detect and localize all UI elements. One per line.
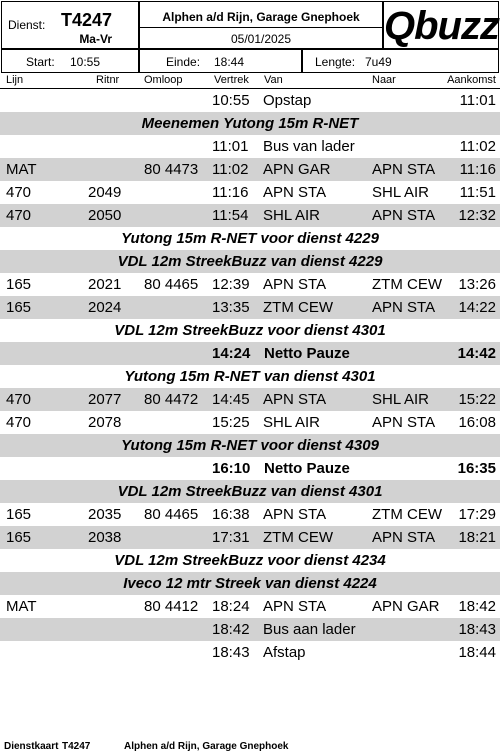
- cell-aankomst: 11:02: [459, 138, 496, 155]
- section-title: [0, 480, 500, 503]
- trip-row: [0, 641, 500, 664]
- cell-naar: SHL AIR: [372, 184, 429, 201]
- cell-lijn: 470: [6, 414, 32, 431]
- cell-ritnr: 2038: [88, 529, 122, 546]
- start-label: Start:: [26, 55, 55, 69]
- cell-vertrek: 15:25: [212, 414, 250, 431]
- section-title-text: Yutong 15m R-NET van dienst 4301: [124, 368, 376, 385]
- cell-van: Afstap: [263, 644, 306, 661]
- cell-vertrek: 10:55: [212, 92, 250, 109]
- cell-lijn: 470: [6, 207, 32, 224]
- cell-aankomst: 18:42: [458, 598, 496, 615]
- col-aankomst: Aankomst: [447, 74, 496, 86]
- cell-ritnr: 2078: [88, 414, 122, 431]
- cell-omloop: 80 4412: [144, 598, 199, 615]
- section-title-text: Iveco 12 mtr Streek van dienst 4224: [123, 575, 377, 592]
- cell-ritnr: 2024: [88, 299, 122, 316]
- trip-row: [0, 89, 500, 112]
- cell-ritnr: 2050: [88, 207, 122, 224]
- section-title: [0, 319, 500, 342]
- trip-row: [0, 273, 500, 296]
- cell-aankomst: 18:43: [458, 621, 496, 638]
- trip-row: [0, 526, 500, 549]
- cell-vertrek: 18:42: [212, 621, 250, 638]
- cell-naar: APN STA: [372, 207, 436, 224]
- footer-label: Dienstkaart: [4, 741, 59, 752]
- trip-row: [0, 388, 500, 411]
- header: [1, 1, 499, 73]
- col-ritnr: Ritnr: [96, 74, 120, 86]
- einde-box: [139, 49, 302, 73]
- cell-aankomst: 11:01: [459, 92, 496, 109]
- column-headers: [0, 73, 500, 89]
- start-box: [1, 49, 139, 73]
- cell-van: APN STA: [263, 391, 327, 408]
- cell-omloop: 80 4473: [144, 161, 199, 178]
- location-name: Alphen a/d Rijn, Garage Gnephoek: [162, 10, 360, 24]
- section-title-text: VDL 12m StreekBuzz van dienst 4229: [117, 253, 383, 270]
- cell-aankomst: 11:51: [459, 184, 496, 201]
- col-omloop: Omloop: [144, 74, 183, 86]
- cell-ritnr: 2035: [88, 506, 122, 523]
- pauze-start: 14:24: [212, 345, 251, 362]
- pauze-start: 16:10: [212, 460, 251, 477]
- cell-van: APN STA: [263, 276, 327, 293]
- trip-row: [0, 595, 500, 618]
- section-title-text: VDL 12m StreekBuzz van dienst 4301: [117, 483, 383, 500]
- cell-aankomst: 13:26: [458, 276, 496, 293]
- cell-naar: APN STA: [372, 529, 436, 546]
- cell-naar: APN GAR: [372, 598, 440, 615]
- cell-van: ZTM CEW: [263, 299, 333, 316]
- cell-aankomst: 12:32: [458, 207, 496, 224]
- col-lijn: Lijn: [6, 74, 24, 86]
- cell-aankomst: 18:21: [458, 529, 496, 546]
- col-naar: Naar: [372, 74, 396, 86]
- cell-lijn: 470: [6, 184, 32, 201]
- section-title: [0, 549, 500, 572]
- cell-naar: APN STA: [372, 161, 436, 178]
- cell-omloop: 80 4465: [144, 506, 199, 523]
- cell-van: APN GAR: [263, 161, 331, 178]
- cell-van: SHL AIR: [263, 207, 320, 224]
- footer: [0, 740, 500, 754]
- cell-vertrek: 16:38: [212, 506, 250, 523]
- cell-lijn: MAT: [6, 598, 37, 615]
- cell-vertrek: 18:24: [212, 598, 250, 615]
- cell-van: SHL AIR: [263, 414, 320, 431]
- einde-time: 18:44: [214, 55, 245, 69]
- cell-vertrek: 11:01: [212, 138, 249, 155]
- cell-van: APN STA: [263, 506, 327, 523]
- pauze-row: [0, 342, 500, 365]
- cell-aankomst: 11:16: [459, 161, 496, 178]
- cell-lijn: 470: [6, 391, 32, 408]
- einde-label: Einde:: [166, 55, 201, 69]
- lengte-box: [302, 49, 499, 73]
- section-title: [0, 227, 500, 250]
- cell-lijn: MAT: [6, 161, 37, 178]
- cell-van: APN STA: [263, 598, 327, 615]
- date: 05/01/2025: [230, 32, 292, 46]
- cell-ritnr: 2021: [88, 276, 122, 293]
- section-title-text: Yutong 15m R-NET voor dienst 4309: [121, 437, 379, 454]
- cell-van: APN STA: [263, 184, 327, 201]
- trip-row: [0, 204, 500, 227]
- logo-box: [383, 1, 499, 49]
- pauze-end: 16:35: [457, 460, 496, 477]
- section-title-text: Yutong 15m R-NET voor dienst 4229: [121, 230, 379, 247]
- cell-aankomst: 15:22: [458, 391, 496, 408]
- cell-lijn: 165: [6, 506, 32, 523]
- trip-row: [0, 181, 500, 204]
- lengte-value: 7u49: [365, 55, 392, 69]
- cell-naar: APN STA: [372, 414, 436, 431]
- cell-vertrek: 11:16: [212, 184, 249, 201]
- cell-lijn: 165: [6, 529, 32, 546]
- section-title: [0, 250, 500, 273]
- start-time: 10:55: [70, 55, 101, 69]
- trip-row: [0, 618, 500, 641]
- trip-row: [0, 158, 500, 181]
- cell-omloop: 80 4472: [144, 391, 199, 408]
- col-vertrek: Vertrek: [214, 74, 249, 86]
- cell-van: Bus van lader: [263, 138, 355, 155]
- footer-dienst: T4247: [62, 741, 91, 752]
- pauze-end: 14:42: [457, 345, 496, 362]
- cell-van: ZTM CEW: [263, 529, 333, 546]
- cell-naar: ZTM CEW: [372, 276, 442, 293]
- cell-vertrek: 18:43: [212, 644, 250, 661]
- cell-vertrek: 11:02: [212, 161, 249, 178]
- dienst-box: [1, 1, 139, 49]
- pauze-row: [0, 457, 500, 480]
- dienst-days: Ma-Vr: [79, 32, 112, 46]
- cell-naar: APN STA: [372, 299, 436, 316]
- cell-van: Opstap: [263, 92, 312, 109]
- footer-location: Alphen a/d Rijn, Garage Gnephoek: [124, 741, 289, 752]
- cell-vertrek: 14:45: [212, 391, 250, 408]
- trip-row: [0, 411, 500, 434]
- cell-vertrek: 13:35: [212, 299, 250, 316]
- lengte-label: Lengte:: [315, 55, 356, 69]
- section-title: [0, 112, 500, 135]
- col-van: Van: [264, 74, 283, 86]
- dienst-label: Dienst:: [8, 18, 46, 32]
- section-title: [0, 572, 500, 595]
- trip-row: [0, 503, 500, 526]
- section-title-text: Meenemen Yutong 15m R-NET: [141, 115, 359, 132]
- cell-vertrek: 11:54: [212, 207, 249, 224]
- pauze-label: Netto Pauze: [264, 460, 350, 477]
- section-title-text: VDL 12m StreekBuzz voor dienst 4234: [114, 552, 386, 569]
- cell-van: Bus aan lader: [263, 621, 356, 638]
- section-title: [0, 365, 500, 388]
- trip-row: [0, 296, 500, 319]
- cell-aankomst: 14:22: [458, 299, 496, 316]
- section-title-text: VDL 12m StreekBuzz voor dienst 4301: [114, 322, 386, 339]
- cell-vertrek: 17:31: [212, 529, 250, 546]
- cell-aankomst: 16:08: [458, 414, 496, 431]
- location-box: [139, 1, 383, 49]
- section-title: [0, 434, 500, 457]
- pauze-label: Netto Pauze: [264, 345, 350, 362]
- cell-naar: ZTM CEW: [372, 506, 442, 523]
- trip-row: [0, 135, 500, 158]
- cell-lijn: 165: [6, 299, 32, 316]
- cell-ritnr: 2049: [88, 184, 122, 201]
- cell-aankomst: 18:44: [458, 644, 496, 661]
- cell-vertrek: 12:39: [212, 276, 250, 293]
- cell-ritnr: 2077: [88, 391, 122, 408]
- cell-lijn: 165: [6, 276, 32, 293]
- cell-naar: SHL AIR: [372, 391, 429, 408]
- qbuzz-logo: Qbuzz: [384, 4, 499, 48]
- cell-aankomst: 17:29: [458, 506, 496, 523]
- divider: [140, 27, 382, 28]
- dienst-number: T4247: [60, 10, 112, 30]
- cell-omloop: 80 4465: [144, 276, 199, 293]
